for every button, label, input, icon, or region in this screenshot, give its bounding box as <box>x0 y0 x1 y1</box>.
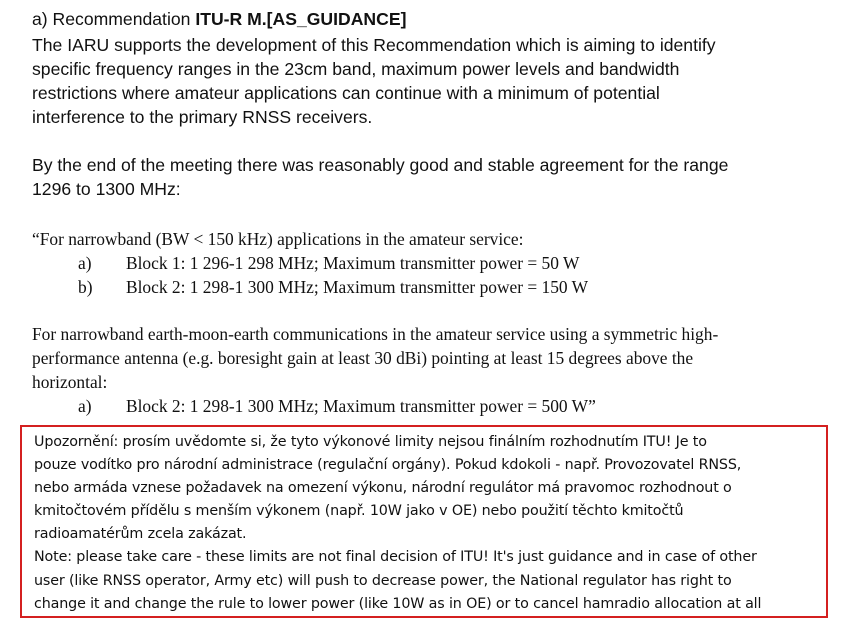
paragraph-line: By the end of the meeting there was reasonably good and stable agreement for the range <box>32 155 729 175</box>
warning-notice-box <box>20 425 828 618</box>
notice-line: pouze vodítko pro národní administrace (regulační orgány). Pokud kdokoli - např. Provozovatel RNSS, <box>34 457 742 474</box>
paragraph-line: interference to the primary RNSS receivers. <box>32 107 373 127</box>
paragraph-line: 1296 to 1300 MHz: <box>32 179 181 199</box>
notice-line: radioamatérům zcela zakázat. <box>34 526 247 543</box>
list-marker: a) <box>78 396 92 416</box>
notice-line: Note: please take care - these limits are not final decision of ITU! It's just guidance and in case of other <box>34 549 757 566</box>
list-item <box>32 394 718 418</box>
recommendation-heading <box>32 7 406 31</box>
heading-recommendation-id: ITU-R M.[AS_GUIDANCE] <box>195 9 407 29</box>
notice-line: nebo armáda vznese požadavek na omezení výkonu, národní regulátor má pravomoc rozhodnout o <box>34 480 732 497</box>
paragraph-line: restrictions where amateur applications can continue with a minimum of potential <box>32 83 660 103</box>
list-marker: a) <box>78 253 92 273</box>
quote-intro: “For narrowband (BW < 150 kHz) applications in the amateur service: <box>32 229 524 249</box>
iaru-support-paragraph <box>32 33 716 129</box>
list-item <box>32 251 588 275</box>
paragraph-line: The IARU supports the development of this Recommendation which is aiming to identify <box>32 35 716 55</box>
quote-intro-line: performance antenna (e.g. boresight gain at least 30 dBi) pointing at least 15 degrees above the <box>32 348 694 368</box>
list-item <box>32 275 588 299</box>
list-item-text: Block 2: 1 298-1 300 MHz; Maximum transmitter power = 150 W <box>126 277 589 297</box>
paragraph-line: specific frequency ranges in the 23cm band, maximum power levels and bandwidth <box>32 59 680 79</box>
list-item-text: Block 2: 1 298-1 300 MHz; Maximum transmitter power = 500 W” <box>126 396 596 416</box>
heading-prefix: a) Recommendation <box>32 9 196 29</box>
eme-quote <box>32 322 718 418</box>
notice-line: Upozornění: prosím uvědomte si, že tyto výkonové limity nejsou finálním rozhodnutím ITU! Je to <box>34 434 707 450</box>
meeting-agreement-paragraph <box>32 153 728 201</box>
notice-line: user (like RNSS operator, Army etc) will push to decrease power, the National regulator has right to <box>34 572 732 589</box>
list-item-text: Block 1: 1 296-1 298 MHz; Maximum transmitter power = 50 W <box>126 253 580 273</box>
list-marker: b) <box>78 277 93 297</box>
narrowband-quote <box>32 227 588 299</box>
notice-line: change it and change the rule to lower power (like 10W as in OE) or to cancel hamradio allocation at all <box>34 595 762 612</box>
notice-line: kmitočtovém přídělu s menším výkonem (např. 10W jako v OE) nebo použití těchto kmitočtů <box>34 503 684 520</box>
quote-intro-line: horizontal: <box>32 372 108 392</box>
quote-intro-line: For narrowband earth-moon-earth communications in the amateur service using a symmetric high- <box>32 324 719 344</box>
